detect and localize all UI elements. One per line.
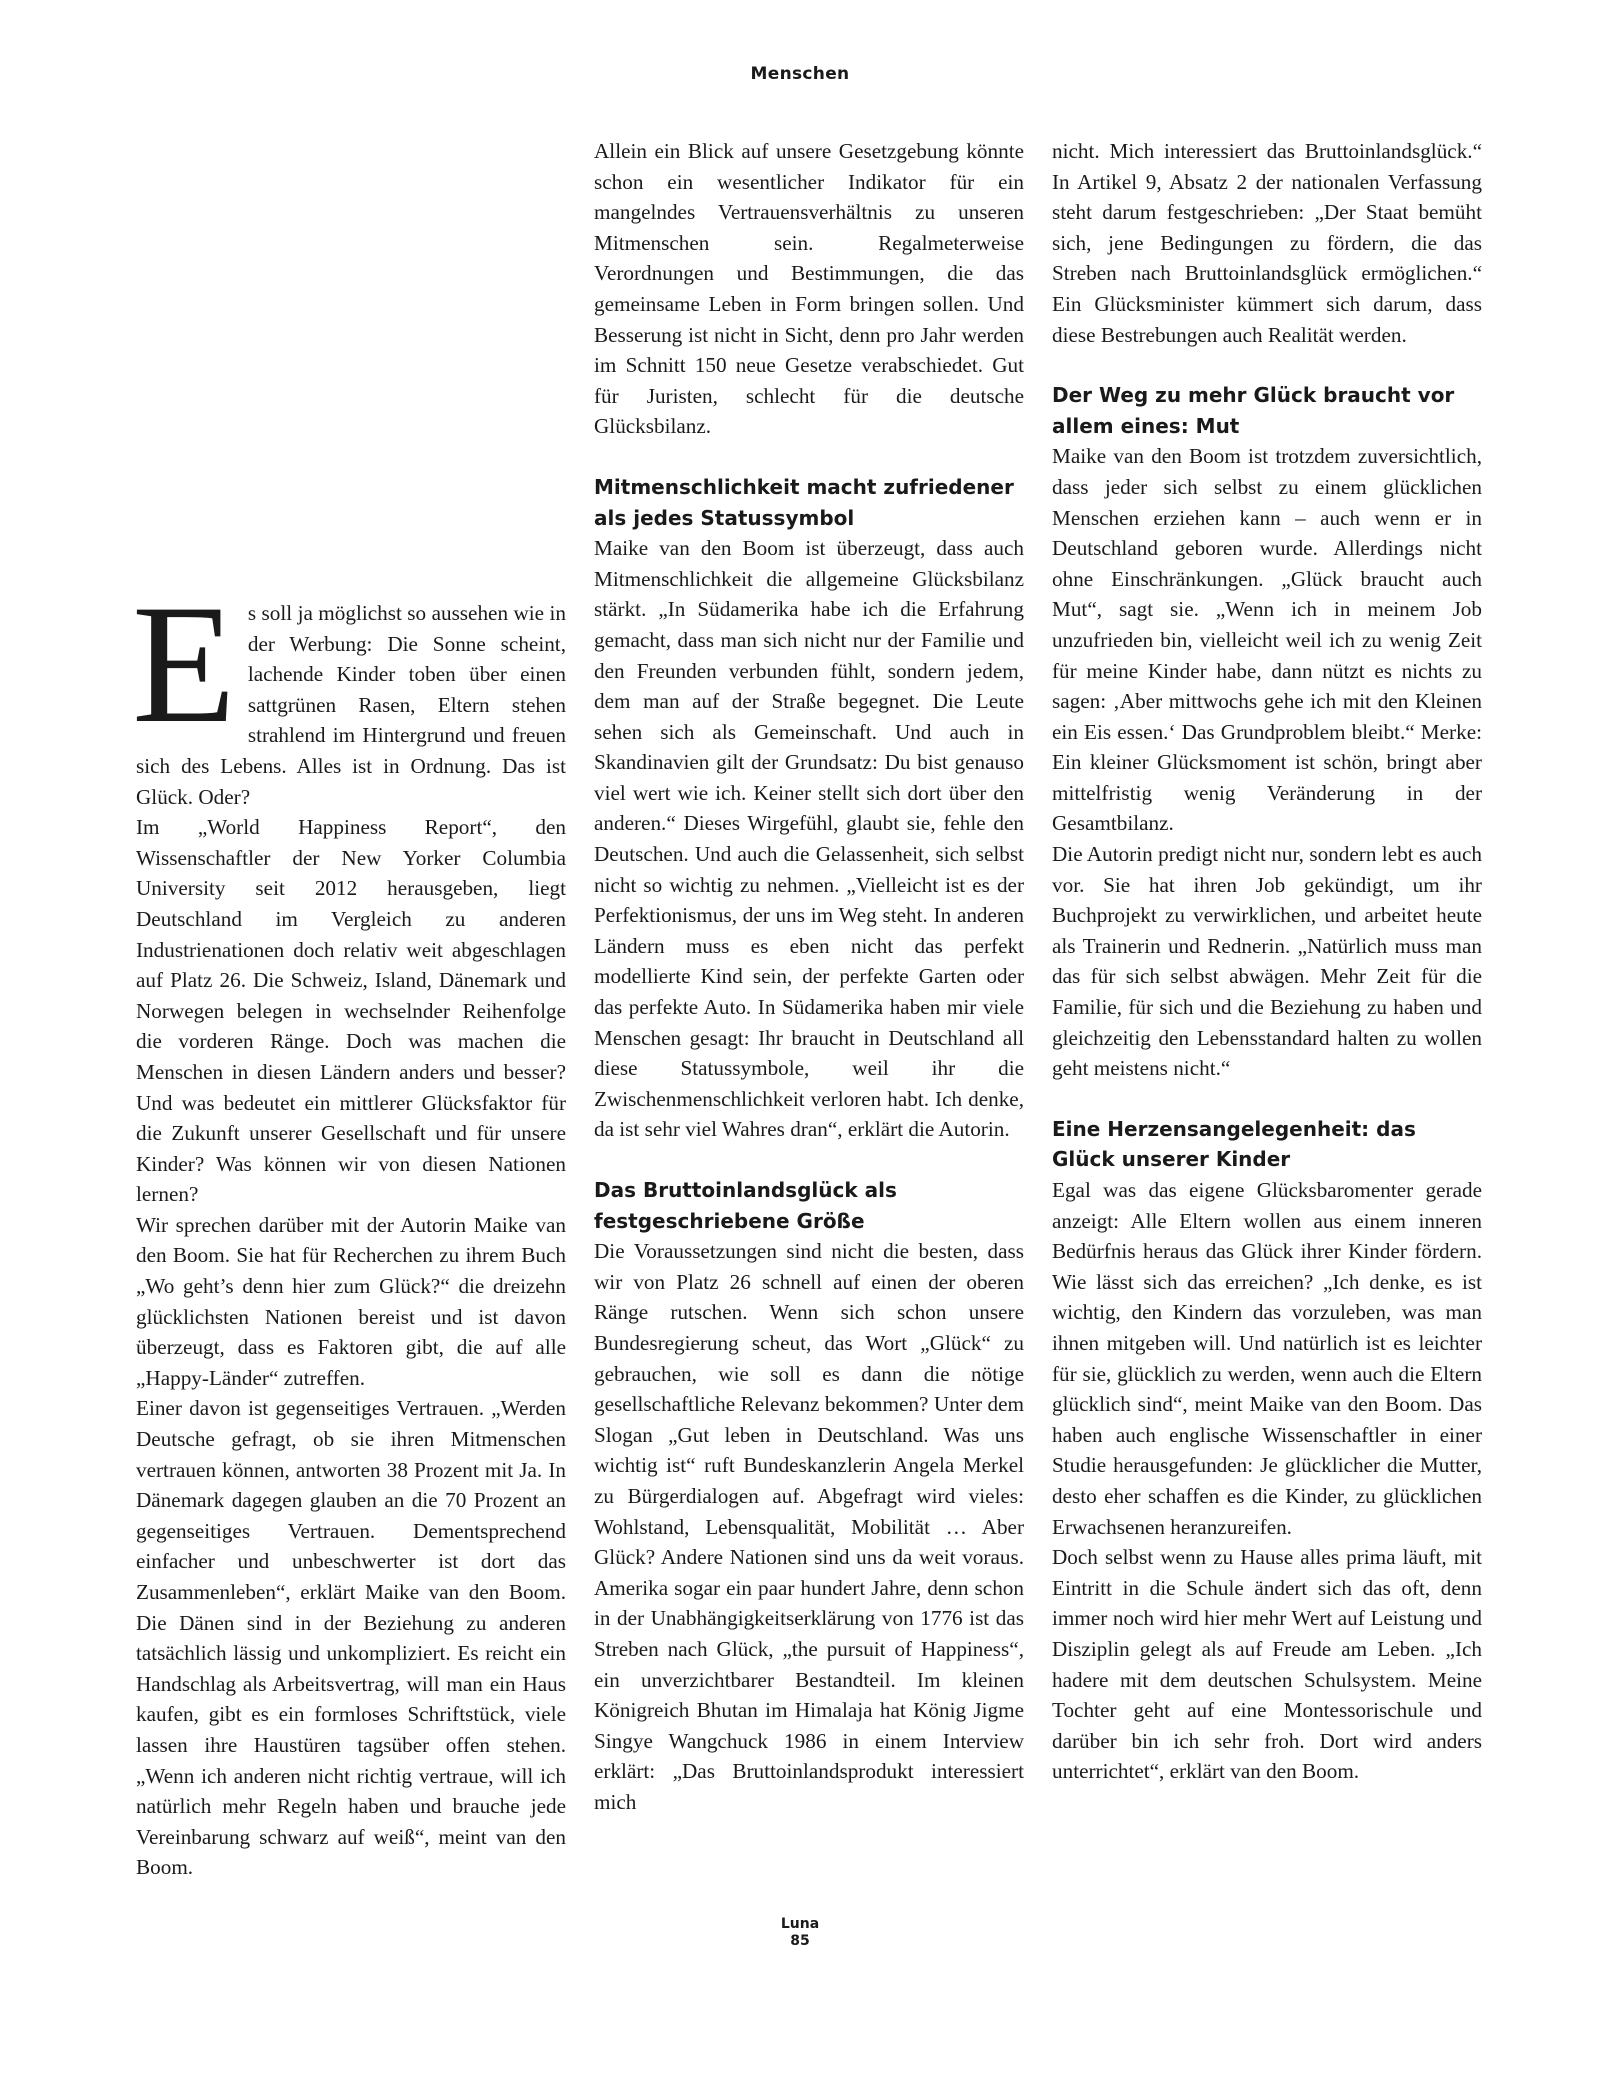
body-paragraph: Die Voraussetzungen sind nicht die besten, dass wir von Platz 26 schnell auf einen der oberen Ränge rutschen. Wenn sich schon unsere Bundesregierung scheut, das Wort „Glück“ zu gebrauchen, wie soll es dann die nötige gesellschaftliche Relevanz bekommen? Unter dem Slogan „Gut leben in Deutschland. Was uns wichtig ist“ ruft Bundeskanzlerin Angela Merkel zu Bürgerdialogen auf. Abgefragt wird vieles: Wohlstand, Lebensqualität, Mobilität … Aber Glück? Andere Nationen sind uns da weit voraus. Amerika sogar ein paar hundert Jahre, denn schon in der Unabhängigkeitserklärung von 1776 ist das Streben nach Glück, „the pursuit of Happiness“, ein unverzichtbarer Bestandteil. Im kleinen Königreich Bhutan im Himalaja hat König Jigme Singye Wangchuck 1986 in einem Interview erklärt: „Das Bruttoinlandsprodukt interessiert mich	[594, 1239, 1024, 1814]
magazine-name: Luna	[780, 1916, 820, 1932]
article-column-1	[132, 570, 566, 1883]
subheading: Mitmenschlichkeit macht zufriedener als jedes Statussymbol	[594, 474, 1014, 530]
article-column-2	[594, 136, 1024, 1817]
body-paragraph: Maike van den Boom ist trotzdem zuversichtlich, dass jeder sich selbst zu einem glücklichen Menschen erziehen kann – auch wenn er in Deutschland geboren wurde. Allerdings nicht ohne Einschränkungen. „Glück braucht auch Mut“, sagt sie. „Wenn ich in meinem Job unzufrieden bin, vielleicht weil ich zu wenig Zeit für meine Kinder habe, dann nützt es nichts zu sagen: ‚Aber mittwochs gehe ich mit den Kleinen ein Eis essen.‘ Das Grundproblem bleibt.“ Merke: Ein kleiner Glücksmoment ist schön, bringt aber mittelfristig wenig Veränderung in der Gesamtbilanz.	[1052, 444, 1482, 836]
subheading: Eine Herzensangelegenheit: das Glück unserer Kinder	[1052, 1116, 1416, 1172]
body-paragraph: Wir sprechen darüber mit der Autorin Maike van den Boom. Sie hat für Recherchen zu ihrem Buch „Wo geht’s denn hier zum Glück?“ die dreizehn glücklichsten Nationen bereist und ist davon überzeugt, dass es Faktoren gibt, die auf alle „Happy-Länder“ zutreffen.	[136, 1212, 566, 1390]
body-paragraph: Die Autorin predigt nicht nur, sondern lebt es auch vor. Sie hat ihren Job gekündigt, um ihr Buchprojekt zu verwirklichen, und arbeitet heute als Trainerin und Rednerin. „Natürlich muss man das für sich selbst abwägen. Mehr Zeit für die Familie, für sich und die Beziehung zu haben und gleichzeitig den Lebensstandard halten zu wollen geht meistens nicht.“	[1052, 842, 1482, 1081]
body-paragraph: Einer davon ist gegenseitiges Vertrauen. „Werden Deutsche gefragt, ob sie ihren Mitmenschen vertrauen können, antworten 38 Prozent mit Ja. In Dänemark dagegen glauben an die 70 Prozent an gegenseitiges Vertrauen. Dementsprechend einfacher und unbeschwerter ist dort das Zusammenleben“, erklärt Maike van den Boom. Die Dänen sind in der Beziehung zu anderen tatsächlich lässig und unkompliziert. Es reicht ein Handschlag als Arbeitsvertrag, will man ein Haus kaufen, gibt es ein formloses Schriftstück, viele lassen ihre Haustüren tagsüber offen stehen. „Wenn ich anderen nicht richtig vertraue, will ich natürlich mehr Regeln haben und brauche jede Vereinbarung schwarz auf weiß“, meint van den Boom.	[136, 1396, 566, 1880]
section-label: Menschen	[750, 64, 850, 84]
intro-paragraph: s soll ja möglichst so aussehen wie in der Werbung: Die Sonne scheint, lachende Kinder toben über einen sattgrünen Rasen, Eltern stehen strahlend im Hintergrund und freuen sich des Lebens. Alles ist in Ordnung. Das ist Glück. Oder?	[136, 601, 566, 809]
subheading: Der Weg zu mehr Glück braucht vor allem eines: Mut	[1052, 383, 1455, 438]
page-number: 85	[790, 1933, 810, 1949]
body-paragraph: Maike van den Boom ist überzeugt, dass auch Mitmenschlichkeit die allgemeine Glücksbilanz stärkt. „In Südamerika habe ich die Erfahrung gemacht, dass man sich nicht nur der Familie und den Freunden verbunden fühlt, sondern jedem, dem man auf der Straße begegnet. Die Leute sehen sich als Gemeinschaft. Und auch in Skandinavien gilt der Grundsatz: Du bist genauso viel wert wie ich. Keiner stellt sich dort über den anderen.“ Dieses Wirgefühl, glaubt sie, fehle den Deutschen. Und auch die Gelassenheit, sich selbst nicht so wichtig zu nehmen. „Vielleicht ist es der Perfektionismus, der uns im Weg steht. In anderen Ländern muss es eben nicht das perfekt modellierte Kind sein, der perfekte Garten oder das perfekte Auto. In Südamerika haben mir viele Menschen gesagt: Ihr braucht in Deutschland all diese Statussymbole, weil ihr die Zwischenmenschlichkeit verloren habt. Ich denke, da ist sehr viel Wahres dran“, erklärt die Autorin.	[594, 536, 1024, 1142]
body-paragraph: Doch selbst wenn zu Hause alles prima läuft, mit Eintritt in die Schule ändert sich das oft, denn immer noch wird hier mehr Wert auf Leistung und Disziplin gelegt als auf Freude am Leben. „Ich hadere mit dem deutschen Schulsystem. Meine Tochter geht auf eine Montessorischule und darüber bin ich sehr froh. Dort wird anders unterrichtet“, erklärt van den Boom.	[1052, 1545, 1482, 1784]
body-paragraph: Egal was das eigene Glücksbaromenter gerade anzeigt: Alle Eltern wollen aus einem inneren Bedürfnis heraus das Glück ihrer Kinder fördern. Wie lässt sich das erreichen? „Ich denke, es ist wichtig, den Kindern das vorzuleben, was man ihnen mitgeben will. Und natürlich ist es leichter für sie, glücklich zu werden, wenn auch die Eltern glücklich sind“, meint Maike van den Boom. Das haben auch englische Wissenschaftler in einer Studie herausgefunden: Je glücklicher die Mutter, desto eher schaffen es die Kinder, zu glücklichen Erwachsenen heranzureifen.	[1052, 1178, 1482, 1539]
drop-cap: E	[132, 570, 236, 758]
page-footer	[0, 1916, 1600, 1950]
article-column-3	[1052, 136, 1482, 1787]
subheading: Das Bruttoinlandsglück als festgeschriebene Größe	[594, 1178, 897, 1233]
body-paragraph: nicht. Mich interessiert das Bruttoinlandsglück.“ In Artikel 9, Absatz 2 der nationalen Verfassung steht darum festgeschrieben: „Der Staat bemüht sich, jene Bedingungen zu fördern, die das Streben nach Bruttoinlandsglück ermöglichen.“ Ein Glücksminister kümmert sich darum, dass diese Bestrebungen auch Realität werden.	[1052, 139, 1482, 347]
body-paragraph: Im „World Happiness Report“, den Wissenschaftler der New Yorker Columbia University seit 2012 herausgeben, liegt Deutschland im Vergleich zu anderen Industrienationen doch relativ weit abgeschlagen auf Platz 26. Die Schweiz, Island, Dänemark und Norwegen belegen in wechselnder Reihenfolge die vorderen Ränge. Doch was machen die Menschen in diesen Ländern anders und besser? Und was bedeutet ein mittlerer Glücksfaktor für die Zukunft unserer Gesellschaft und für unsere Kinder? Was können wir von diesen Nationen lernen?	[136, 815, 566, 1207]
body-paragraph: Allein ein Blick auf unsere Gesetzgebung könnte schon ein wesentlicher Indikator für ein mangelndes Vertrauensverhältnis zu unseren Mitmenschen sein. Regalmeterweise Verordnungen und Bestimmungen, die das gemeinsame Leben in Form bringen sollen. Und Besserung ist nicht in Sicht, denn pro Jahr werden im Schnitt 150 neue Gesetze verabschiedet. Gut für Juristen, schlecht für die deutsche Glücksbilanz.	[594, 139, 1024, 439]
